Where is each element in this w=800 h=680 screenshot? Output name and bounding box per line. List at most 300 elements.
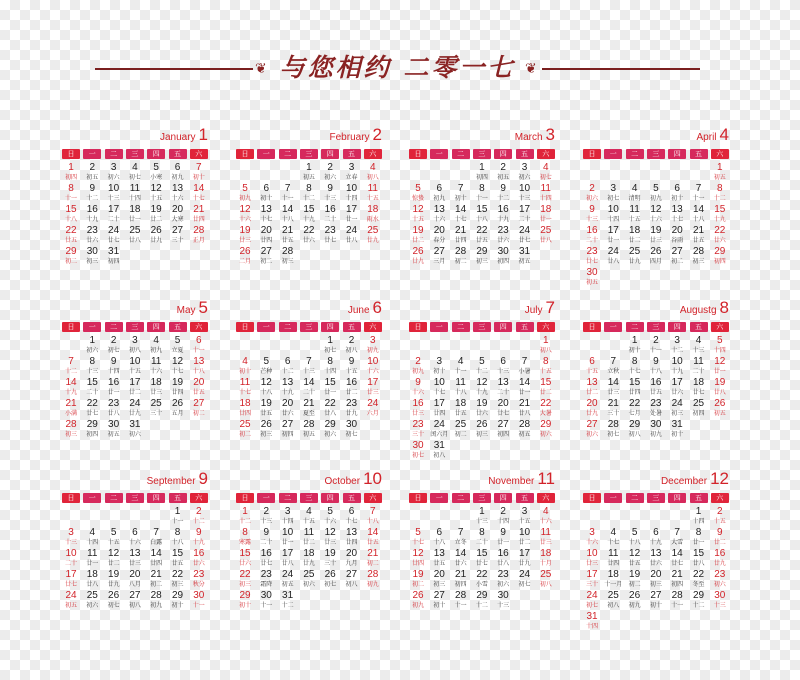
day-cell[interactable] xyxy=(688,398,710,418)
day-cell[interactable] xyxy=(624,569,646,589)
day-cell[interactable] xyxy=(124,183,146,203)
day-cell[interactable] xyxy=(362,377,384,397)
day-cell[interactable] xyxy=(645,527,667,547)
day-cell[interactable] xyxy=(450,590,472,610)
day-cell[interactable] xyxy=(341,335,363,355)
day-cell[interactable] xyxy=(471,246,493,266)
day-cell[interactable] xyxy=(362,356,384,376)
day-cell[interactable] xyxy=(688,204,710,224)
day-cell[interactable] xyxy=(60,162,82,182)
day-cell[interactable] xyxy=(535,548,557,568)
day-cell[interactable] xyxy=(234,398,256,418)
day-cell[interactable] xyxy=(255,246,277,266)
day-cell[interactable] xyxy=(514,225,536,245)
day-cell[interactable] xyxy=(188,569,210,589)
day-cell[interactable] xyxy=(60,527,82,547)
day-cell[interactable] xyxy=(103,225,125,245)
day-cell[interactable] xyxy=(167,398,189,418)
day-cell[interactable] xyxy=(298,569,320,589)
day-cell[interactable] xyxy=(428,527,450,547)
day-cell[interactable] xyxy=(514,569,536,589)
day-cell[interactable] xyxy=(277,356,299,376)
day-cell[interactable] xyxy=(581,225,603,245)
day-cell[interactable] xyxy=(319,162,341,182)
day-cell[interactable] xyxy=(492,162,514,182)
day-cell[interactable] xyxy=(624,246,646,266)
day-cell[interactable] xyxy=(188,590,210,610)
day-cell[interactable] xyxy=(514,356,536,376)
day-cell[interactable] xyxy=(602,183,624,203)
day-cell[interactable] xyxy=(514,506,536,526)
day-cell[interactable] xyxy=(362,204,384,224)
day-cell[interactable] xyxy=(514,377,536,397)
day-cell[interactable] xyxy=(407,398,429,418)
day-cell[interactable] xyxy=(60,246,82,266)
day-cell[interactable] xyxy=(60,356,82,376)
day-cell[interactable] xyxy=(624,398,646,418)
day-cell[interactable] xyxy=(709,356,731,376)
day-cell[interactable] xyxy=(277,377,299,397)
day-cell[interactable] xyxy=(255,356,277,376)
day-cell[interactable] xyxy=(362,569,384,589)
day-cell[interactable] xyxy=(666,183,688,203)
day-cell[interactable] xyxy=(624,183,646,203)
day-cell[interactable] xyxy=(492,419,514,439)
day-cell[interactable] xyxy=(145,548,167,568)
day-cell[interactable] xyxy=(666,398,688,418)
day-cell[interactable] xyxy=(167,356,189,376)
day-cell[interactable] xyxy=(624,590,646,610)
day-cell[interactable] xyxy=(645,419,667,439)
day-cell[interactable] xyxy=(298,506,320,526)
day-cell[interactable] xyxy=(645,225,667,245)
day-cell[interactable] xyxy=(471,527,493,547)
day-cell[interactable] xyxy=(341,548,363,568)
day-cell[interactable] xyxy=(581,356,603,376)
day-cell[interactable] xyxy=(103,377,125,397)
day-cell[interactable] xyxy=(450,569,472,589)
day-cell[interactable] xyxy=(535,419,557,439)
day-cell[interactable] xyxy=(666,548,688,568)
day-cell[interactable] xyxy=(234,225,256,245)
day-cell[interactable] xyxy=(407,590,429,610)
day-cell[interactable] xyxy=(362,548,384,568)
day-cell[interactable] xyxy=(428,569,450,589)
day-cell[interactable] xyxy=(277,225,299,245)
day-cell[interactable] xyxy=(124,356,146,376)
day-cell[interactable] xyxy=(407,419,429,439)
day-cell[interactable] xyxy=(298,162,320,182)
day-cell[interactable] xyxy=(60,183,82,203)
day-cell[interactable] xyxy=(581,527,603,547)
day-cell[interactable] xyxy=(362,398,384,418)
day-cell[interactable] xyxy=(341,569,363,589)
day-cell[interactable] xyxy=(581,267,603,287)
day-cell[interactable] xyxy=(145,356,167,376)
day-cell[interactable] xyxy=(298,527,320,547)
day-cell[interactable] xyxy=(709,506,731,526)
day-cell[interactable] xyxy=(103,419,125,439)
day-cell[interactable] xyxy=(645,246,667,266)
day-cell[interactable] xyxy=(81,527,103,547)
day-cell[interactable] xyxy=(407,225,429,245)
day-cell[interactable] xyxy=(514,183,536,203)
day-cell[interactable] xyxy=(514,548,536,568)
day-cell[interactable] xyxy=(255,527,277,547)
day-cell[interactable] xyxy=(602,225,624,245)
day-cell[interactable] xyxy=(60,548,82,568)
day-cell[interactable] xyxy=(362,506,384,526)
day-cell[interactable] xyxy=(277,590,299,610)
day-cell[interactable] xyxy=(709,377,731,397)
day-cell[interactable] xyxy=(124,527,146,547)
day-cell[interactable] xyxy=(688,527,710,547)
day-cell[interactable] xyxy=(535,225,557,245)
day-cell[interactable] xyxy=(428,590,450,610)
day-cell[interactable] xyxy=(709,204,731,224)
day-cell[interactable] xyxy=(81,419,103,439)
day-cell[interactable] xyxy=(167,590,189,610)
day-cell[interactable] xyxy=(362,162,384,182)
day-cell[interactable] xyxy=(492,398,514,418)
day-cell[interactable] xyxy=(124,335,146,355)
day-cell[interactable] xyxy=(103,548,125,568)
day-cell[interactable] xyxy=(645,548,667,568)
day-cell[interactable] xyxy=(124,162,146,182)
day-cell[interactable] xyxy=(145,335,167,355)
day-cell[interactable] xyxy=(319,183,341,203)
day-cell[interactable] xyxy=(666,356,688,376)
day-cell[interactable] xyxy=(124,569,146,589)
day-cell[interactable] xyxy=(602,527,624,547)
day-cell[interactable] xyxy=(188,183,210,203)
day-cell[interactable] xyxy=(103,356,125,376)
day-cell[interactable] xyxy=(666,590,688,610)
day-cell[interactable] xyxy=(581,590,603,610)
day-cell[interactable] xyxy=(145,377,167,397)
day-cell[interactable] xyxy=(319,569,341,589)
day-cell[interactable] xyxy=(277,183,299,203)
day-cell[interactable] xyxy=(188,527,210,547)
day-cell[interactable] xyxy=(492,377,514,397)
day-cell[interactable] xyxy=(145,225,167,245)
day-cell[interactable] xyxy=(450,204,472,224)
day-cell[interactable] xyxy=(535,569,557,589)
day-cell[interactable] xyxy=(319,398,341,418)
day-cell[interactable] xyxy=(255,225,277,245)
day-cell[interactable] xyxy=(298,183,320,203)
day-cell[interactable] xyxy=(298,398,320,418)
day-cell[interactable] xyxy=(666,569,688,589)
day-cell[interactable] xyxy=(492,246,514,266)
day-cell[interactable] xyxy=(645,183,667,203)
day-cell[interactable] xyxy=(81,204,103,224)
day-cell[interactable] xyxy=(277,548,299,568)
day-cell[interactable] xyxy=(471,548,493,568)
day-cell[interactable] xyxy=(535,204,557,224)
day-cell[interactable] xyxy=(341,377,363,397)
day-cell[interactable] xyxy=(535,398,557,418)
day-cell[interactable] xyxy=(81,569,103,589)
day-cell[interactable] xyxy=(319,377,341,397)
day-cell[interactable] xyxy=(581,183,603,203)
day-cell[interactable] xyxy=(645,569,667,589)
day-cell[interactable] xyxy=(535,377,557,397)
day-cell[interactable] xyxy=(471,204,493,224)
day-cell[interactable] xyxy=(319,419,341,439)
day-cell[interactable] xyxy=(341,162,363,182)
day-cell[interactable] xyxy=(492,548,514,568)
day-cell[interactable] xyxy=(450,225,472,245)
day-cell[interactable] xyxy=(81,246,103,266)
day-cell[interactable] xyxy=(666,225,688,245)
day-cell[interactable] xyxy=(602,548,624,568)
day-cell[interactable] xyxy=(666,527,688,547)
day-cell[interactable] xyxy=(319,527,341,547)
day-cell[interactable] xyxy=(103,183,125,203)
day-cell[interactable] xyxy=(535,356,557,376)
day-cell[interactable] xyxy=(535,527,557,547)
day-cell[interactable] xyxy=(188,335,210,355)
day-cell[interactable] xyxy=(234,590,256,610)
day-cell[interactable] xyxy=(645,398,667,418)
day-cell[interactable] xyxy=(145,590,167,610)
day-cell[interactable] xyxy=(602,590,624,610)
day-cell[interactable] xyxy=(581,548,603,568)
day-cell[interactable] xyxy=(60,419,82,439)
day-cell[interactable] xyxy=(602,356,624,376)
day-cell[interactable] xyxy=(450,548,472,568)
day-cell[interactable] xyxy=(428,183,450,203)
day-cell[interactable] xyxy=(188,398,210,418)
day-cell[interactable] xyxy=(471,183,493,203)
day-cell[interactable] xyxy=(492,183,514,203)
day-cell[interactable] xyxy=(103,204,125,224)
day-cell[interactable] xyxy=(103,590,125,610)
day-cell[interactable] xyxy=(124,398,146,418)
day-cell[interactable] xyxy=(492,356,514,376)
day-cell[interactable] xyxy=(688,569,710,589)
day-cell[interactable] xyxy=(60,225,82,245)
day-cell[interactable] xyxy=(255,377,277,397)
day-cell[interactable] xyxy=(103,335,125,355)
day-cell[interactable] xyxy=(277,569,299,589)
day-cell[interactable] xyxy=(298,204,320,224)
day-cell[interactable] xyxy=(471,377,493,397)
day-cell[interactable] xyxy=(645,356,667,376)
day-cell[interactable] xyxy=(709,246,731,266)
day-cell[interactable] xyxy=(471,162,493,182)
day-cell[interactable] xyxy=(492,569,514,589)
day-cell[interactable] xyxy=(645,335,667,355)
day-cell[interactable] xyxy=(188,377,210,397)
day-cell[interactable] xyxy=(407,569,429,589)
day-cell[interactable] xyxy=(709,548,731,568)
day-cell[interactable] xyxy=(581,398,603,418)
day-cell[interactable] xyxy=(255,398,277,418)
day-cell[interactable] xyxy=(688,335,710,355)
day-cell[interactable] xyxy=(709,335,731,355)
day-cell[interactable] xyxy=(81,377,103,397)
day-cell[interactable] xyxy=(234,548,256,568)
day-cell[interactable] xyxy=(514,419,536,439)
day-cell[interactable] xyxy=(145,162,167,182)
day-cell[interactable] xyxy=(514,204,536,224)
day-cell[interactable] xyxy=(319,548,341,568)
day-cell[interactable] xyxy=(319,225,341,245)
day-cell[interactable] xyxy=(688,590,710,610)
day-cell[interactable] xyxy=(362,527,384,547)
day-cell[interactable] xyxy=(234,356,256,376)
day-cell[interactable] xyxy=(255,204,277,224)
day-cell[interactable] xyxy=(277,527,299,547)
day-cell[interactable] xyxy=(624,356,646,376)
day-cell[interactable] xyxy=(167,527,189,547)
day-cell[interactable] xyxy=(81,162,103,182)
day-cell[interactable] xyxy=(514,398,536,418)
day-cell[interactable] xyxy=(428,440,450,460)
day-cell[interactable] xyxy=(450,356,472,376)
day-cell[interactable] xyxy=(341,398,363,418)
day-cell[interactable] xyxy=(341,506,363,526)
day-cell[interactable] xyxy=(602,246,624,266)
day-cell[interactable] xyxy=(255,548,277,568)
day-cell[interactable] xyxy=(234,569,256,589)
day-cell[interactable] xyxy=(188,204,210,224)
day-cell[interactable] xyxy=(624,527,646,547)
day-cell[interactable] xyxy=(471,590,493,610)
day-cell[interactable] xyxy=(234,246,256,266)
day-cell[interactable] xyxy=(298,356,320,376)
day-cell[interactable] xyxy=(277,246,299,266)
day-cell[interactable] xyxy=(255,569,277,589)
day-cell[interactable] xyxy=(666,246,688,266)
day-cell[interactable] xyxy=(581,419,603,439)
day-cell[interactable] xyxy=(60,377,82,397)
day-cell[interactable] xyxy=(514,246,536,266)
day-cell[interactable] xyxy=(341,225,363,245)
day-cell[interactable] xyxy=(124,548,146,568)
day-cell[interactable] xyxy=(124,377,146,397)
day-cell[interactable] xyxy=(514,162,536,182)
day-cell[interactable] xyxy=(234,506,256,526)
day-cell[interactable] xyxy=(666,377,688,397)
day-cell[interactable] xyxy=(319,335,341,355)
day-cell[interactable] xyxy=(362,335,384,355)
day-cell[interactable] xyxy=(234,419,256,439)
day-cell[interactable] xyxy=(81,335,103,355)
day-cell[interactable] xyxy=(624,225,646,245)
day-cell[interactable] xyxy=(471,356,493,376)
day-cell[interactable] xyxy=(234,377,256,397)
day-cell[interactable] xyxy=(645,204,667,224)
day-cell[interactable] xyxy=(492,204,514,224)
day-cell[interactable] xyxy=(60,398,82,418)
day-cell[interactable] xyxy=(450,377,472,397)
day-cell[interactable] xyxy=(234,204,256,224)
day-cell[interactable] xyxy=(81,183,103,203)
day-cell[interactable] xyxy=(428,246,450,266)
day-cell[interactable] xyxy=(492,506,514,526)
day-cell[interactable] xyxy=(60,204,82,224)
day-cell[interactable] xyxy=(688,356,710,376)
day-cell[interactable] xyxy=(188,548,210,568)
day-cell[interactable] xyxy=(103,398,125,418)
day-cell[interactable] xyxy=(428,398,450,418)
day-cell[interactable] xyxy=(581,569,603,589)
day-cell[interactable] xyxy=(362,183,384,203)
day-cell[interactable] xyxy=(709,398,731,418)
day-cell[interactable] xyxy=(298,548,320,568)
day-cell[interactable] xyxy=(167,225,189,245)
day-cell[interactable] xyxy=(624,204,646,224)
day-cell[interactable] xyxy=(341,204,363,224)
day-cell[interactable] xyxy=(277,204,299,224)
day-cell[interactable] xyxy=(341,356,363,376)
day-cell[interactable] xyxy=(407,377,429,397)
day-cell[interactable] xyxy=(167,183,189,203)
day-cell[interactable] xyxy=(428,419,450,439)
day-cell[interactable] xyxy=(581,246,603,266)
day-cell[interactable] xyxy=(602,569,624,589)
day-cell[interactable] xyxy=(188,506,210,526)
day-cell[interactable] xyxy=(602,419,624,439)
day-cell[interactable] xyxy=(103,569,125,589)
day-cell[interactable] xyxy=(624,335,646,355)
day-cell[interactable] xyxy=(428,548,450,568)
day-cell[interactable] xyxy=(341,527,363,547)
day-cell[interactable] xyxy=(145,398,167,418)
day-cell[interactable] xyxy=(103,162,125,182)
day-cell[interactable] xyxy=(341,419,363,439)
day-cell[interactable] xyxy=(124,590,146,610)
day-cell[interactable] xyxy=(298,377,320,397)
day-cell[interactable] xyxy=(145,569,167,589)
day-cell[interactable] xyxy=(167,506,189,526)
day-cell[interactable] xyxy=(428,225,450,245)
day-cell[interactable] xyxy=(450,419,472,439)
day-cell[interactable] xyxy=(624,377,646,397)
day-cell[interactable] xyxy=(145,204,167,224)
day-cell[interactable] xyxy=(709,527,731,547)
day-cell[interactable] xyxy=(688,183,710,203)
day-cell[interactable] xyxy=(514,527,536,547)
day-cell[interactable] xyxy=(581,204,603,224)
day-cell[interactable] xyxy=(407,548,429,568)
day-cell[interactable] xyxy=(407,204,429,224)
day-cell[interactable] xyxy=(535,183,557,203)
day-cell[interactable] xyxy=(298,225,320,245)
day-cell[interactable] xyxy=(688,506,710,526)
day-cell[interactable] xyxy=(167,377,189,397)
day-cell[interactable] xyxy=(709,225,731,245)
day-cell[interactable] xyxy=(319,506,341,526)
day-cell[interactable] xyxy=(688,225,710,245)
day-cell[interactable] xyxy=(709,569,731,589)
day-cell[interactable] xyxy=(124,419,146,439)
day-cell[interactable] xyxy=(471,419,493,439)
day-cell[interactable] xyxy=(450,183,472,203)
day-cell[interactable] xyxy=(471,506,493,526)
day-cell[interactable] xyxy=(688,377,710,397)
day-cell[interactable] xyxy=(471,225,493,245)
day-cell[interactable] xyxy=(602,398,624,418)
day-cell[interactable] xyxy=(407,246,429,266)
day-cell[interactable] xyxy=(709,162,731,182)
day-cell[interactable] xyxy=(167,335,189,355)
day-cell[interactable] xyxy=(167,204,189,224)
day-cell[interactable] xyxy=(535,162,557,182)
